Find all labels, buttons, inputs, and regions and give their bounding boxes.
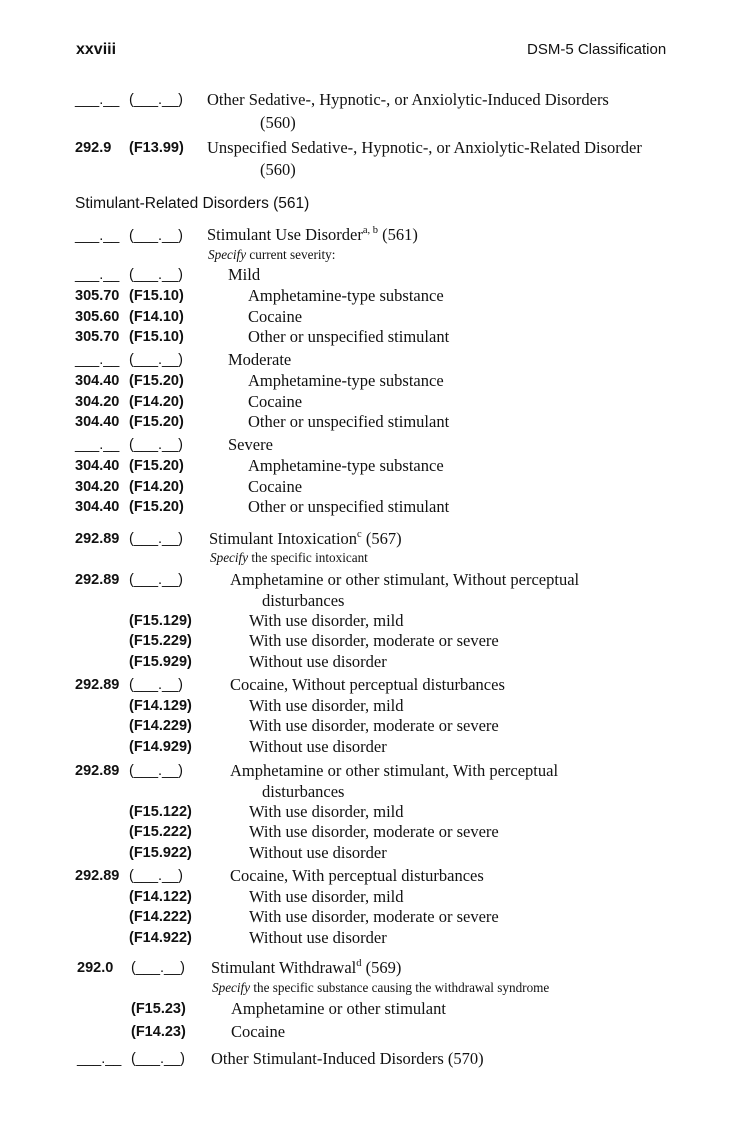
row-icd10: (F15.10) — [129, 329, 184, 345]
icd10-placeholder: (___.__) — [129, 228, 184, 244]
row-icd10: (F15.23) — [131, 1001, 186, 1017]
running-title: DSM-5 Classification — [527, 41, 667, 58]
section-heading: Stimulant-Related Disorders (561) — [75, 195, 310, 212]
row-label: Cocaine — [231, 1022, 286, 1041]
row-icd10: (F14.922) — [129, 930, 192, 946]
withdrawal-specify — [212, 980, 549, 996]
use-disorder-footnote: a, b — [362, 224, 378, 236]
icd10-placeholder: (___.__) — [129, 572, 184, 588]
icd10-placeholder: (___.__) — [131, 1051, 186, 1067]
icd9-placeholder: ___.__ — [75, 352, 120, 368]
row-icd10: (F15.222) — [129, 824, 192, 840]
other-stimulant-page: (570) — [447, 1049, 484, 1068]
intoxication-specify — [210, 550, 368, 566]
icd10-placeholder: (___.__) — [129, 531, 184, 547]
intoxication-title: Stimulant Intoxication — [209, 529, 358, 548]
row-icd10: (F15.922) — [129, 845, 192, 861]
group-icd9: 292.89 — [75, 868, 120, 884]
row-icd10: (F14.20) — [129, 479, 184, 495]
row-label: With use disorder, moderate or severe — [249, 631, 499, 650]
row-icd9: 304.20 — [75, 394, 120, 410]
row-label: Without use disorder — [249, 737, 387, 756]
row-icd10: (F15.229) — [129, 633, 192, 649]
row-label: Other or unspecified stimulant — [248, 497, 450, 516]
group-title: Amphetamine or other stimulant, Without perceptual — [230, 570, 580, 589]
icd10-placeholder: (___.__) — [129, 763, 184, 779]
use-disorder-specify — [208, 247, 335, 263]
use-disorder-title: Stimulant Use Disorder — [207, 225, 363, 244]
row-icd10: (F14.222) — [129, 909, 192, 925]
row-label: With use disorder, moderate or severe — [249, 907, 499, 926]
row-label: With use disorder, moderate or severe — [249, 822, 499, 841]
other-stimulant-title-line — [211, 1049, 484, 1069]
group-icd9: 292.89 — [75, 572, 120, 588]
row-label: Amphetamine-type substance — [248, 286, 444, 305]
specify-word: Specify — [208, 247, 247, 262]
row-icd10: (F15.10) — [129, 288, 184, 304]
severity-label: Severe — [228, 435, 273, 454]
withdrawal-page: (569) — [365, 958, 402, 977]
severity-label: Moderate — [228, 350, 292, 369]
row-icd10: (F15.129) — [129, 613, 192, 629]
row-icd10: (F14.929) — [129, 739, 192, 755]
row-label: With use disorder, mild — [249, 696, 404, 715]
row-icd9: 305.70 — [75, 288, 120, 304]
row-label: Cocaine — [248, 477, 303, 496]
row-icd9: 304.40 — [75, 414, 120, 430]
row-icd9: 304.40 — [75, 373, 120, 389]
row-label: Without use disorder — [249, 928, 387, 947]
row-icd10: (F15.20) — [129, 414, 184, 430]
intoxication-title-line — [209, 529, 402, 549]
row-label: Without use disorder — [249, 652, 387, 671]
icd10-placeholder: (___.__) — [129, 868, 184, 884]
row-label: With use disorder, mild — [249, 887, 404, 906]
row-icd9: 304.20 — [75, 479, 120, 495]
row-icd9: 305.70 — [75, 329, 120, 345]
group-icd9: 292.89 — [75, 677, 120, 693]
severity-label: Mild — [228, 265, 261, 284]
row-icd10: (F15.20) — [129, 458, 184, 474]
icd9-placeholder: ___.__ — [75, 437, 120, 453]
row-icd10: (F14.20) — [129, 394, 184, 410]
specify-text: the specific substance causing the withdrawal syndrome — [250, 980, 550, 995]
use-disorder-title-line — [207, 225, 418, 245]
icd10-placeholder: (___.__) — [131, 960, 186, 976]
unspecified-sedative-title: Unspecified Sedative-, Hypnotic-, or Anxiolytic-Related Disorder — [207, 138, 642, 157]
row-label: Other or unspecified stimulant — [248, 412, 450, 431]
group-title: Amphetamine or other stimulant, With perceptual — [230, 761, 559, 780]
other-stimulant-title: Other Stimulant-Induced Disorders — [211, 1049, 444, 1068]
group-title: Cocaine, With perceptual disturbances — [230, 866, 484, 885]
row-icd10: (F14.129) — [129, 698, 192, 714]
row-icd10: (F15.122) — [129, 804, 192, 820]
specify-text: the specific intoxicant — [248, 550, 368, 565]
row-icd10: (F15.20) — [129, 373, 184, 389]
unspecified-sedative-icd9: 292.9 — [75, 140, 112, 156]
icd10-placeholder: (___.__) — [129, 677, 184, 693]
row-icd10: (F14.23) — [131, 1024, 186, 1040]
icd10-placeholder: (___.__) — [129, 437, 184, 453]
row-label: Without use disorder — [249, 843, 387, 862]
row-icd10: (F14.122) — [129, 889, 192, 905]
group-title: Cocaine, Without perceptual disturbances — [230, 675, 505, 694]
icd9-placeholder: ___.__ — [75, 228, 120, 244]
row-icd10: (F15.20) — [129, 499, 184, 515]
row-icd9: 304.40 — [75, 458, 120, 474]
group-icd9: 292.89 — [75, 763, 120, 779]
other-sedative-page: (560) — [260, 113, 296, 132]
other-sedative-title: Other Sedative-, Hypnotic-, or Anxiolytic-Induced Disorders — [207, 90, 609, 109]
row-label: With use disorder, mild — [249, 802, 404, 821]
row-icd10: (F15.929) — [129, 654, 192, 670]
group-title-continued: disturbances — [262, 591, 345, 610]
row-label: Cocaine — [248, 307, 303, 326]
row-label: Amphetamine or other stimulant — [231, 999, 446, 1018]
row-icd9: 305.60 — [75, 309, 120, 325]
use-disorder-page: (561) — [382, 225, 418, 244]
row-label: With use disorder, mild — [249, 611, 404, 630]
icd9-placeholder: ___.__ — [75, 92, 120, 108]
row-label: Amphetamine-type substance — [248, 371, 444, 390]
intoxication-footnote: c — [357, 528, 362, 540]
withdrawal-icd9: 292.0 — [77, 960, 114, 976]
row-label: Cocaine — [248, 392, 303, 411]
specify-word: Specify — [212, 980, 251, 995]
row-label: With use disorder, moderate or severe — [249, 716, 499, 735]
icd9-placeholder: ___.__ — [77, 1051, 122, 1067]
withdrawal-title: Stimulant Withdrawal — [211, 958, 357, 977]
row-label: Amphetamine-type substance — [248, 456, 444, 475]
withdrawal-title-line — [211, 958, 401, 978]
row-icd10: (F14.229) — [129, 718, 192, 734]
icd9-placeholder: ___.__ — [75, 267, 120, 283]
intoxication-page: (567) — [365, 529, 402, 548]
row-label: Other or unspecified stimulant — [248, 327, 450, 346]
page-number: xxviii — [76, 41, 117, 58]
unspecified-sedative-page: (560) — [260, 160, 296, 179]
unspecified-sedative-icd10: (F13.99) — [129, 140, 184, 156]
icd10-placeholder: (___.__) — [129, 352, 184, 368]
intoxication-icd9: 292.89 — [75, 531, 120, 547]
specify-text: current severity: — [246, 247, 336, 262]
group-title-continued: disturbances — [262, 782, 345, 801]
row-icd10: (F14.10) — [129, 309, 184, 325]
row-icd9: 304.40 — [75, 499, 120, 515]
icd10-placeholder: (___.__) — [129, 267, 184, 283]
specify-word: Specify — [210, 550, 249, 565]
icd10-placeholder: (___.__) — [129, 92, 184, 108]
withdrawal-footnote: d — [356, 957, 362, 969]
